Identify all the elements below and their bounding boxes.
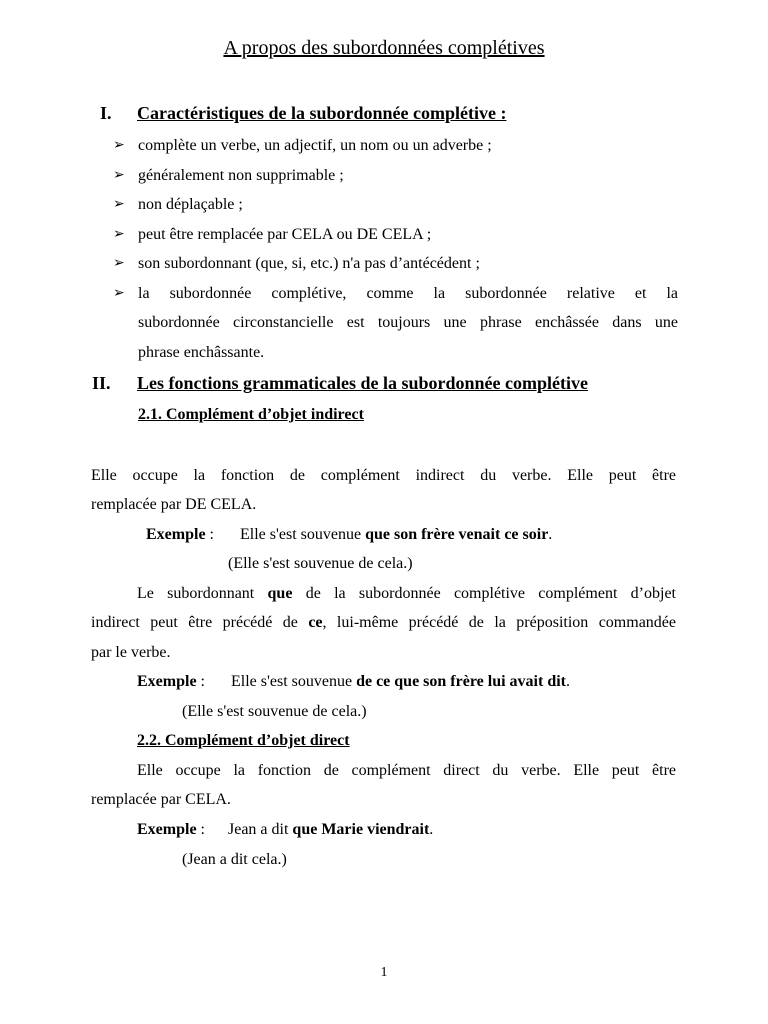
bullet-item: son subordonnant (que, si, etc.) n'a pas d’antécédent ; [138, 255, 480, 272]
page-number: 1 [380, 965, 388, 980]
bullet-arrow-icon: ➢ [113, 168, 125, 183]
paragraph-line: Elle occupe la fonction de complément indirect du verbe. Elle peut être [91, 467, 676, 484]
example-1-sentence [240, 525, 552, 545]
paragraph-line: remplacée par DE CELA. [91, 496, 257, 513]
example-2-sentence [231, 672, 570, 692]
example-end: . [548, 526, 553, 543]
section-1-heading: Caractéristiques de la subordonnée complétive : [137, 103, 507, 123]
example-paraphrase: (Jean a dit cela.) [182, 851, 287, 868]
example-bold-text: que son frère venait ce soir [365, 526, 549, 543]
bullet-arrow-icon: ➢ [113, 256, 125, 271]
bullet-arrow-icon: ➢ [113, 286, 125, 301]
bullet-item-line: la subordonnée complétive, comme la subordonnée relative et la [138, 285, 678, 302]
example-end: . [429, 821, 434, 838]
subsection-2-1-heading: 2.1. Complément d’objet indirect [138, 406, 364, 423]
example-label: Exemple [137, 673, 197, 690]
text-run: , lui-même précédé de la préposition commandée [322, 614, 676, 631]
example-paraphrase: (Elle s'est souvenue de cela.) [228, 555, 413, 572]
text-run: indirect peut être précédé de [91, 614, 309, 631]
bullet-arrow-icon: ➢ [113, 197, 125, 212]
bold-run: que [267, 585, 293, 602]
paragraph-line [91, 613, 676, 633]
example-label: Exemple [137, 821, 197, 838]
bold-run: ce [308, 614, 323, 631]
section-2-number: II. [92, 373, 111, 393]
section-1-number: I. [100, 103, 112, 123]
bullet-item-line: subordonnée circonstancielle est toujours une phrase enchâssée dans une [138, 314, 678, 331]
example-text: Jean a dit [228, 821, 293, 838]
example-colon: : [205, 526, 214, 543]
bullet-item: généralement non supprimable ; [138, 167, 344, 184]
bullet-arrow-icon: ➢ [113, 227, 125, 242]
bullet-item-line: phrase enchâssante. [138, 344, 265, 361]
example-3-sentence [228, 820, 433, 840]
bullet-item: complète un verbe, un adjectif, un nom ou un adverbe ; [138, 137, 492, 154]
paragraph-line [137, 584, 676, 604]
bullet-arrow-icon: ➢ [113, 138, 125, 153]
text-run: Le subordonnant [137, 585, 268, 602]
example-text: Elle s'est souvenue [231, 673, 357, 690]
example-text: Elle s'est souvenue [240, 526, 366, 543]
example-bold-text: que Marie viendrait [292, 821, 430, 838]
example-end: . [565, 673, 570, 690]
example-bold-text: de ce que son frère lui avait dit [356, 673, 566, 690]
example-paraphrase: (Elle s'est souvenue de cela.) [182, 703, 367, 720]
example-2 [137, 672, 205, 692]
example-label: Exemple [146, 526, 206, 543]
bullet-item: non déplaçable ; [138, 196, 243, 213]
text-run: de la subordonnée complétive complément d’objet [292, 585, 676, 602]
section-2-heading: Les fonctions grammaticales de la subordonnée complétive [137, 373, 588, 393]
example-colon: : [196, 821, 205, 838]
bullet-item: peut être remplacée par CELA ou DE CELA ; [138, 226, 432, 243]
paragraph-line: par le verbe. [91, 644, 171, 661]
example-1 [146, 525, 214, 545]
example-colon: : [196, 673, 205, 690]
page-title: A propos des subordonnées complétives [223, 37, 545, 59]
paragraph-line: remplacée par CELA. [91, 791, 231, 808]
paragraph-line: Elle occupe la fonction de complément direct du verbe. Elle peut être [137, 762, 676, 779]
subsection-2-2-heading: 2.2. Complément d’objet direct [137, 732, 350, 749]
example-3 [137, 820, 205, 840]
